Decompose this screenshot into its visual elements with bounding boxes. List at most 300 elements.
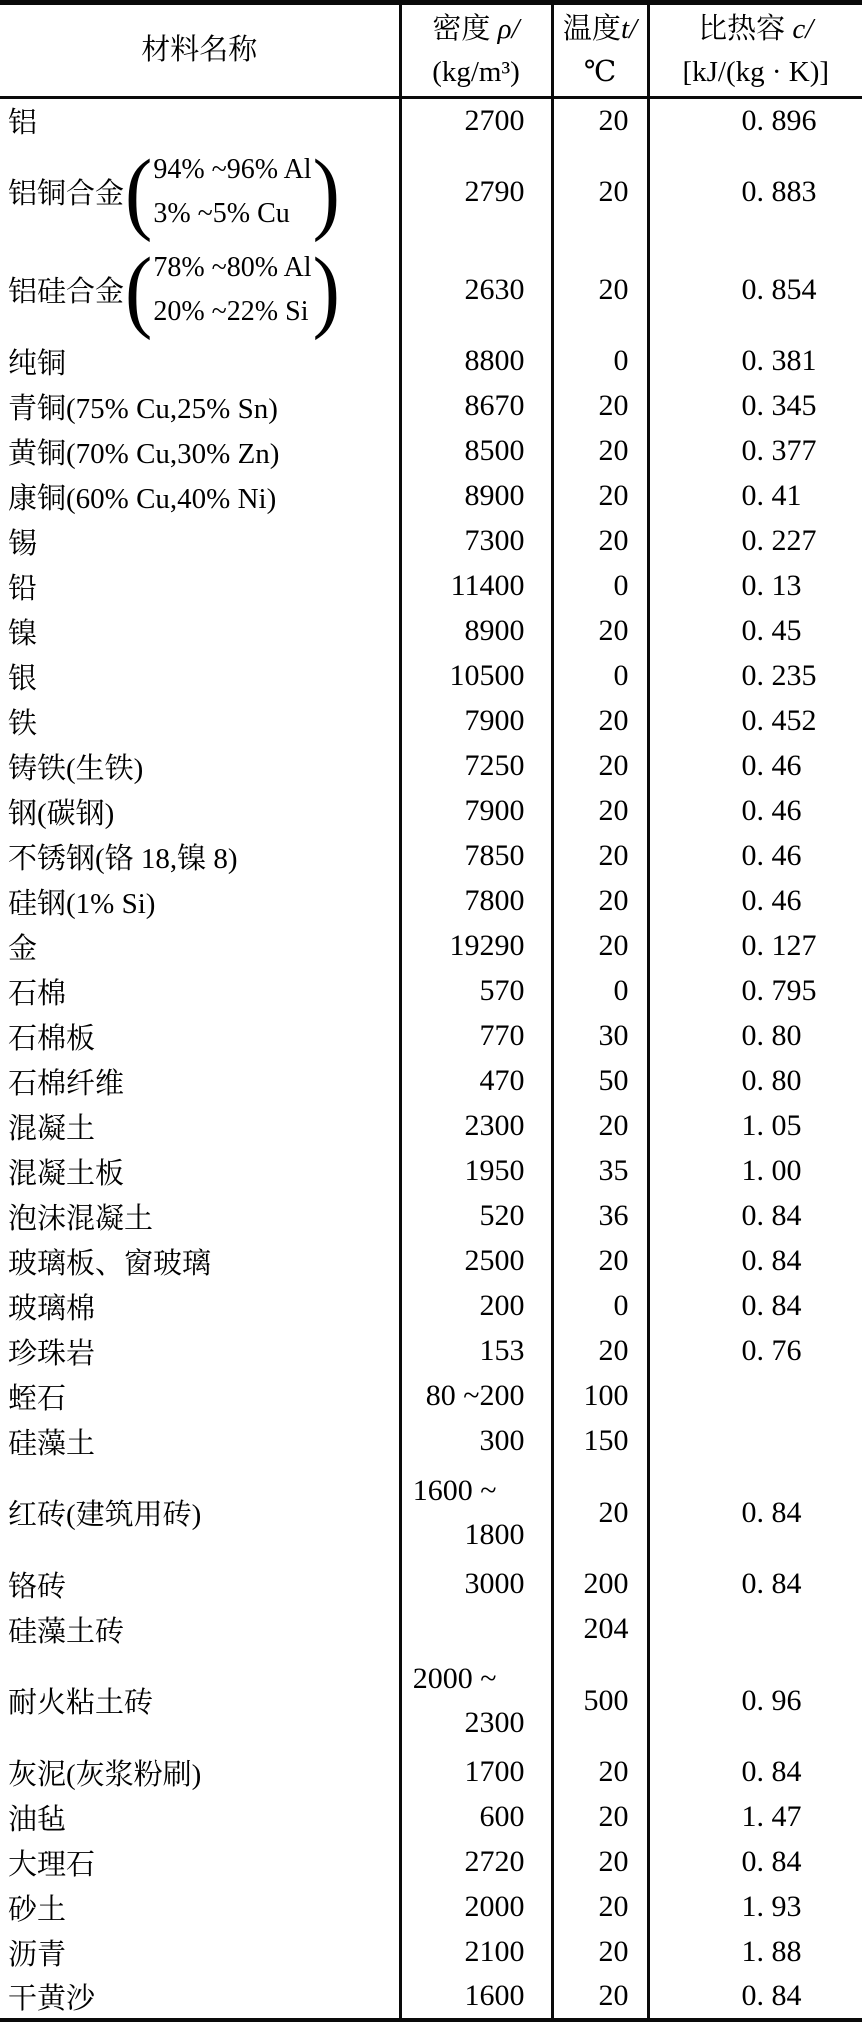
temperature-value: 20 [598, 749, 629, 782]
specific-heat-value: 0. 46 [741, 884, 802, 917]
table-body [0, 98, 862, 2020]
specific-heat-cell [648, 1104, 862, 1149]
specific-heat-value: 0. 96 [741, 1683, 802, 1717]
density-cell [400, 1194, 552, 1239]
specific-heat-cell [648, 1885, 862, 1930]
table-row [0, 1014, 862, 1059]
material-name-cell [0, 1104, 400, 1149]
specific-heat-value: 1. 00 [741, 1154, 802, 1187]
density-cell [400, 1750, 552, 1795]
specific-heat-value: 0. 84 [741, 1289, 802, 1322]
temperature-cell [552, 1014, 648, 1059]
temperature-value: 20 [598, 1334, 629, 1367]
material-name: 硅藻土 [8, 1427, 96, 1460]
material-name: 镍 [8, 617, 38, 650]
composition-stack [153, 246, 311, 333]
specific-heat-value: 0. 795 [741, 974, 817, 1007]
density-cell [400, 699, 552, 744]
specific-heat-value: 0. 46 [741, 794, 802, 827]
material-name-cell [0, 1149, 400, 1194]
density-cell [400, 744, 552, 789]
density-value: 2100 [464, 1935, 525, 1968]
density-value: 300 [479, 1424, 525, 1457]
header-specific-heat-unit: [kJ/(kg · K)] [682, 55, 830, 88]
material-name-cell [0, 238, 400, 341]
material-name: 铝铜合金 ( 94% ~96% Al 3% ~5% Cu ) [8, 140, 340, 243]
specific-heat-cell [648, 1194, 862, 1239]
right-paren: ) [312, 140, 340, 243]
temperature-value: 20 [598, 434, 629, 467]
density-value: 7900 [464, 794, 525, 827]
temperature-value: 20 [598, 479, 629, 512]
density-cell [400, 1652, 552, 1750]
density-cell [400, 339, 552, 384]
material-name-cell [0, 1607, 400, 1652]
temperature-value: 20 [598, 884, 629, 917]
specific-heat-cell [648, 1750, 862, 1795]
table-row [0, 1374, 862, 1419]
table-row [0, 564, 862, 609]
density-value: 7300 [464, 524, 525, 557]
density-value: 1600 [464, 1979, 525, 2012]
density-value: 10500 [449, 659, 525, 692]
table-row [0, 1104, 862, 1149]
temperature-cell [552, 1652, 648, 1750]
density-cell [400, 1885, 552, 1930]
specific-heat-cell [648, 1059, 862, 1104]
material-name-cell [0, 699, 400, 744]
temperature-cell [552, 143, 648, 241]
right-paren: ) [312, 238, 340, 341]
temperature-cell [552, 1239, 648, 1284]
material-name-cell [0, 1652, 400, 1750]
density-value: 770 [479, 1019, 525, 1052]
temperature-value: 50 [598, 1064, 629, 1097]
material-name: 铅 [8, 572, 38, 605]
material-name: 灰泥(灰浆粉刷) [8, 1758, 202, 1791]
specific-heat-cell [648, 1419, 862, 1464]
table-row [0, 699, 862, 744]
specific-heat-value: 0. 381 [741, 344, 817, 377]
temperature-cell [552, 879, 648, 924]
material-name-cell [0, 564, 400, 609]
left-paren: ( [125, 140, 153, 243]
specific-heat-value: 1. 47 [741, 1800, 802, 1833]
material-name: 纯铜 [8, 347, 67, 380]
material-name-cell [0, 140, 400, 243]
temperature-cell [552, 834, 648, 879]
density-value: 80 ~200 [425, 1379, 525, 1412]
material-name-cell [0, 1239, 400, 1284]
temperature-value: 204 [583, 1612, 629, 1645]
temperature-value: 0 [613, 344, 629, 377]
specific-heat-value: 0. 84 [741, 1244, 802, 1277]
material-name: 康铜(60% Cu,40% Ni) [8, 482, 277, 515]
temperature-cell [552, 969, 648, 1014]
material-name: 硅钢(1% Si) [8, 887, 156, 920]
density-cell [400, 1059, 552, 1104]
specific-heat-value: 1. 88 [741, 1935, 802, 1968]
material-name: 石棉板 [8, 1022, 96, 1055]
table-row [0, 143, 862, 241]
material-name-cell [0, 654, 400, 699]
specific-heat-cell [648, 879, 862, 924]
temperature-value: 20 [598, 174, 629, 208]
density-value: 1950 [464, 1154, 525, 1187]
specific-heat-value: 0. 84 [741, 1199, 802, 1232]
temperature-cell [552, 1750, 648, 1795]
material-name: 砂土 [8, 1893, 67, 1926]
specific-heat-value: 0. 13 [741, 569, 802, 602]
temperature-value: 0 [613, 569, 629, 602]
table-row [0, 924, 862, 969]
material-name: 泡沫混凝土 [8, 1202, 154, 1235]
density-cell [400, 1239, 552, 1284]
composition-line: 3% ~5% Cu [153, 197, 290, 229]
table-row [0, 879, 862, 924]
density-value: 1700 [464, 1755, 525, 1788]
composition-stack [153, 148, 311, 235]
temperature-cell [552, 699, 648, 744]
temperature-value: 36 [598, 1199, 629, 1232]
table-row [0, 1194, 862, 1239]
table-row [0, 1464, 862, 1562]
specific-heat-cell [648, 474, 862, 519]
temperature-cell [552, 609, 648, 654]
temperature-cell [552, 1329, 648, 1374]
left-paren: ( [125, 238, 153, 341]
specific-heat-cell [648, 98, 862, 143]
table-header-row [0, 3, 862, 98]
density-cell [400, 654, 552, 699]
material-name-cell [0, 789, 400, 834]
temperature-value: 100 [583, 1379, 629, 1412]
density-value: 470 [479, 1064, 525, 1097]
density-value: 2790 [464, 174, 525, 208]
density-cell [400, 1840, 552, 1885]
table-row [0, 1652, 862, 1750]
table-row [0, 98, 862, 143]
specific-heat-value: 0. 227 [741, 524, 817, 557]
specific-heat-value: 0. 41 [741, 479, 802, 512]
table-row [0, 1975, 862, 2020]
density-cell [400, 564, 552, 609]
density-value: 2700 [464, 103, 525, 137]
density-cell [400, 143, 552, 241]
temperature-value: 500 [583, 1683, 629, 1717]
temperature-cell [552, 339, 648, 384]
specific-heat-cell [648, 1464, 862, 1562]
material-name: 不锈钢(铬 18,镍 8) [8, 842, 238, 875]
temperature-value: 20 [598, 272, 629, 306]
material-name: 干黄沙 [8, 1982, 96, 2015]
temperature-value: 20 [598, 1979, 629, 2012]
material-name: 铬砖 [8, 1570, 67, 1603]
specific-heat-cell [648, 1329, 862, 1374]
temperature-value: 35 [598, 1154, 629, 1187]
table-row [0, 1930, 862, 1975]
temperature-value: 0 [613, 974, 629, 1007]
temperature-cell [552, 474, 648, 519]
material-name: 蛭石 [8, 1382, 67, 1415]
material-name: 混凝土板 [8, 1157, 125, 1190]
table-row [0, 1239, 862, 1284]
material-name: 黄铜(70% Cu,30% Zn) [8, 437, 280, 470]
temperature-value: 20 [598, 839, 629, 872]
material-name: 铁 [8, 707, 38, 740]
density-value: 11400 [450, 569, 525, 602]
temperature-cell [552, 564, 648, 609]
density-cell [400, 519, 552, 564]
density-value: 570 [479, 974, 525, 1007]
table-row [0, 1059, 862, 1104]
material-name: 金 [8, 932, 38, 965]
composition-line: 94% ~96% Al [153, 154, 312, 186]
temperature-cell [552, 384, 648, 429]
temperature-value: 20 [598, 1755, 629, 1788]
specific-heat-cell [648, 744, 862, 789]
temperature-cell [552, 1930, 648, 1975]
density-cell [400, 834, 552, 879]
temperature-cell [552, 1840, 648, 1885]
temperature-cell [552, 1059, 648, 1104]
table-row [0, 429, 862, 474]
specific-heat-value: 0. 84 [741, 1495, 802, 1529]
table-row [0, 1149, 862, 1194]
density-cell [400, 924, 552, 969]
density-cell [400, 1014, 552, 1059]
material-name-cell [0, 339, 400, 384]
specific-heat-value: 0. 896 [741, 103, 817, 137]
density-cell [400, 241, 552, 339]
material-name: 大理石 [8, 1848, 96, 1881]
specific-heat-cell [648, 429, 862, 474]
material-name: 油毡 [8, 1803, 67, 1836]
density-cell [400, 1374, 552, 1419]
specific-heat-cell [648, 564, 862, 609]
specific-heat-value: 1. 93 [741, 1890, 802, 1923]
density-cell [400, 1104, 552, 1149]
density-cell [400, 429, 552, 474]
density-cell [400, 384, 552, 429]
material-name-cell [0, 1885, 400, 1930]
specific-heat-value: 0. 45 [741, 614, 802, 647]
material-name-cell [0, 384, 400, 429]
specific-heat-cell [648, 969, 862, 1014]
density-value: 600 [479, 1800, 525, 1833]
material-name-cell [0, 1014, 400, 1059]
temperature-cell [552, 924, 648, 969]
temperature-cell [552, 519, 648, 564]
header-temperature [552, 3, 648, 98]
material-name-cell [0, 1374, 400, 1419]
temperature-value: 20 [598, 1935, 629, 1968]
specific-heat-cell [648, 241, 862, 339]
composition-line: 20% ~22% Si [153, 295, 309, 327]
specific-heat-value: 0. 84 [741, 1979, 802, 2012]
temperature-cell [552, 98, 648, 143]
temperature-value: 20 [598, 1495, 629, 1529]
material-name: 沥青 [8, 1938, 67, 1971]
temperature-value: 20 [598, 103, 629, 137]
material-name: 锡 [8, 527, 38, 560]
density-value: 8500 [464, 434, 525, 467]
density-value: 19290 [449, 929, 525, 962]
material-name-cell [0, 1840, 400, 1885]
material-name-cell [0, 519, 400, 564]
density-cell [400, 789, 552, 834]
specific-heat-value: 0. 80 [741, 1019, 802, 1052]
specific-heat-cell [648, 1014, 862, 1059]
temperature-cell [552, 1194, 648, 1239]
density-cell [400, 1284, 552, 1329]
temperature-value: 20 [598, 929, 629, 962]
material-name-cell [0, 1329, 400, 1374]
specific-heat-value: 0. 377 [741, 434, 817, 467]
material-name: 混凝土 [8, 1112, 96, 1145]
temperature-value: 30 [598, 1019, 629, 1052]
density-cell [400, 474, 552, 519]
material-name: 耐火粘土砖 [8, 1687, 154, 1719]
material-name: 红砖(建筑用砖) [8, 1499, 202, 1531]
material-name-cell [0, 924, 400, 969]
header-specific-heat [648, 3, 862, 98]
temperature-cell [552, 1104, 648, 1149]
header-material-name [0, 3, 400, 98]
specific-heat-cell [648, 1149, 862, 1194]
material-name: 银 [8, 662, 38, 695]
specific-heat-cell [648, 789, 862, 834]
header-density-label: 密度 ρ/ [432, 13, 520, 46]
density-value: 7850 [464, 839, 525, 872]
density-range-high: 2300 [464, 1705, 525, 1739]
specific-heat-cell [648, 924, 862, 969]
temperature-value: 20 [598, 524, 629, 557]
material-name-cell [0, 474, 400, 519]
table-row [0, 1284, 862, 1329]
specific-heat-value: 0. 235 [741, 659, 817, 692]
header-density-unit: (kg/m³) [432, 55, 520, 88]
specific-heat-cell [648, 1284, 862, 1329]
table-row [0, 384, 862, 429]
specific-heat-cell [648, 609, 862, 654]
density-value: 7800 [464, 884, 525, 917]
table-row [0, 1885, 862, 1930]
density-value: 2500 [464, 1244, 525, 1277]
table-row [0, 1329, 862, 1374]
specific-heat-cell [648, 1975, 862, 2020]
temperature-cell [552, 1607, 648, 1652]
material-name: 珍珠岩 [8, 1337, 96, 1370]
specific-heat-cell [648, 1795, 862, 1840]
temperature-value: 20 [598, 1845, 629, 1878]
specific-heat-value: 0. 452 [741, 704, 817, 737]
density-cell [400, 1795, 552, 1840]
density-value: 2300 [464, 1109, 525, 1142]
density-cell [400, 1464, 552, 1562]
density-value: 7250 [464, 749, 525, 782]
material-name-cell [0, 969, 400, 1014]
material-name-cell [0, 1795, 400, 1840]
density-range-high: 1800 [464, 1517, 525, 1551]
specific-heat-cell [648, 1374, 862, 1419]
material-name-cell [0, 1562, 400, 1607]
material-name: 石棉 [8, 977, 67, 1010]
material-name-cell [0, 879, 400, 924]
temperature-value: 20 [598, 1109, 629, 1142]
material-name-cell [0, 1284, 400, 1329]
material-name: 青铜(75% Cu,25% Sn) [8, 392, 278, 425]
table-row [0, 474, 862, 519]
specific-heat-cell [648, 1930, 862, 1975]
material-name-cell [0, 834, 400, 879]
density-cell [400, 1975, 552, 2020]
temperature-value: 150 [583, 1424, 629, 1457]
temperature-cell [552, 789, 648, 834]
material-name-cell [0, 609, 400, 654]
table-row [0, 519, 862, 564]
specific-heat-value: 0. 883 [741, 174, 817, 208]
temperature-cell [552, 1562, 648, 1607]
density-cell [400, 1930, 552, 1975]
density-value: 8900 [464, 614, 525, 647]
temperature-value: 20 [598, 794, 629, 827]
density-cell [400, 1562, 552, 1607]
table-row [0, 789, 862, 834]
density-value: 2630 [464, 272, 525, 306]
material-name: 石棉纤维 [8, 1067, 125, 1100]
temperature-value: 20 [598, 614, 629, 647]
density-value: 8800 [464, 344, 525, 377]
density-range-low: 1600 ~ [412, 1474, 497, 1507]
table-row [0, 1840, 862, 1885]
specific-heat-cell [648, 143, 862, 241]
specific-heat-cell [648, 339, 862, 384]
specific-heat-cell [648, 1239, 862, 1284]
specific-heat-value: 0. 46 [741, 839, 802, 872]
table-row [0, 969, 862, 1014]
temperature-cell [552, 1795, 648, 1840]
density-cell [400, 1419, 552, 1464]
density-cell [400, 1607, 552, 1652]
specific-heat-value: 0. 345 [741, 389, 817, 422]
header-temperature-unit: ℃ [583, 55, 617, 88]
table-row [0, 834, 862, 879]
material-name-cell [0, 1975, 400, 2020]
material-name: 铸铁(生铁) [8, 752, 144, 785]
density-value: 153 [479, 1334, 525, 1367]
specific-heat-value: 0. 76 [741, 1334, 802, 1367]
temperature-cell [552, 1284, 648, 1329]
table-row [0, 1562, 862, 1607]
table-row [0, 1750, 862, 1795]
density-value: 2000 [464, 1890, 525, 1923]
material-name: 铝 [8, 107, 38, 140]
specific-heat-cell [648, 1840, 862, 1885]
table-row [0, 1795, 862, 1840]
table-row [0, 1419, 862, 1464]
material-name: 玻璃棉 [8, 1292, 96, 1325]
table-row [0, 609, 862, 654]
temperature-value: 0 [613, 659, 629, 692]
table-row [0, 744, 862, 789]
density-cell [400, 969, 552, 1014]
material-name: 铝硅合金 ( 78% ~80% Al 20% ~22% Si ) [8, 238, 340, 341]
temperature-value: 20 [598, 1244, 629, 1277]
specific-heat-cell [648, 384, 862, 429]
material-name-cell [0, 1750, 400, 1795]
temperature-cell [552, 1419, 648, 1464]
